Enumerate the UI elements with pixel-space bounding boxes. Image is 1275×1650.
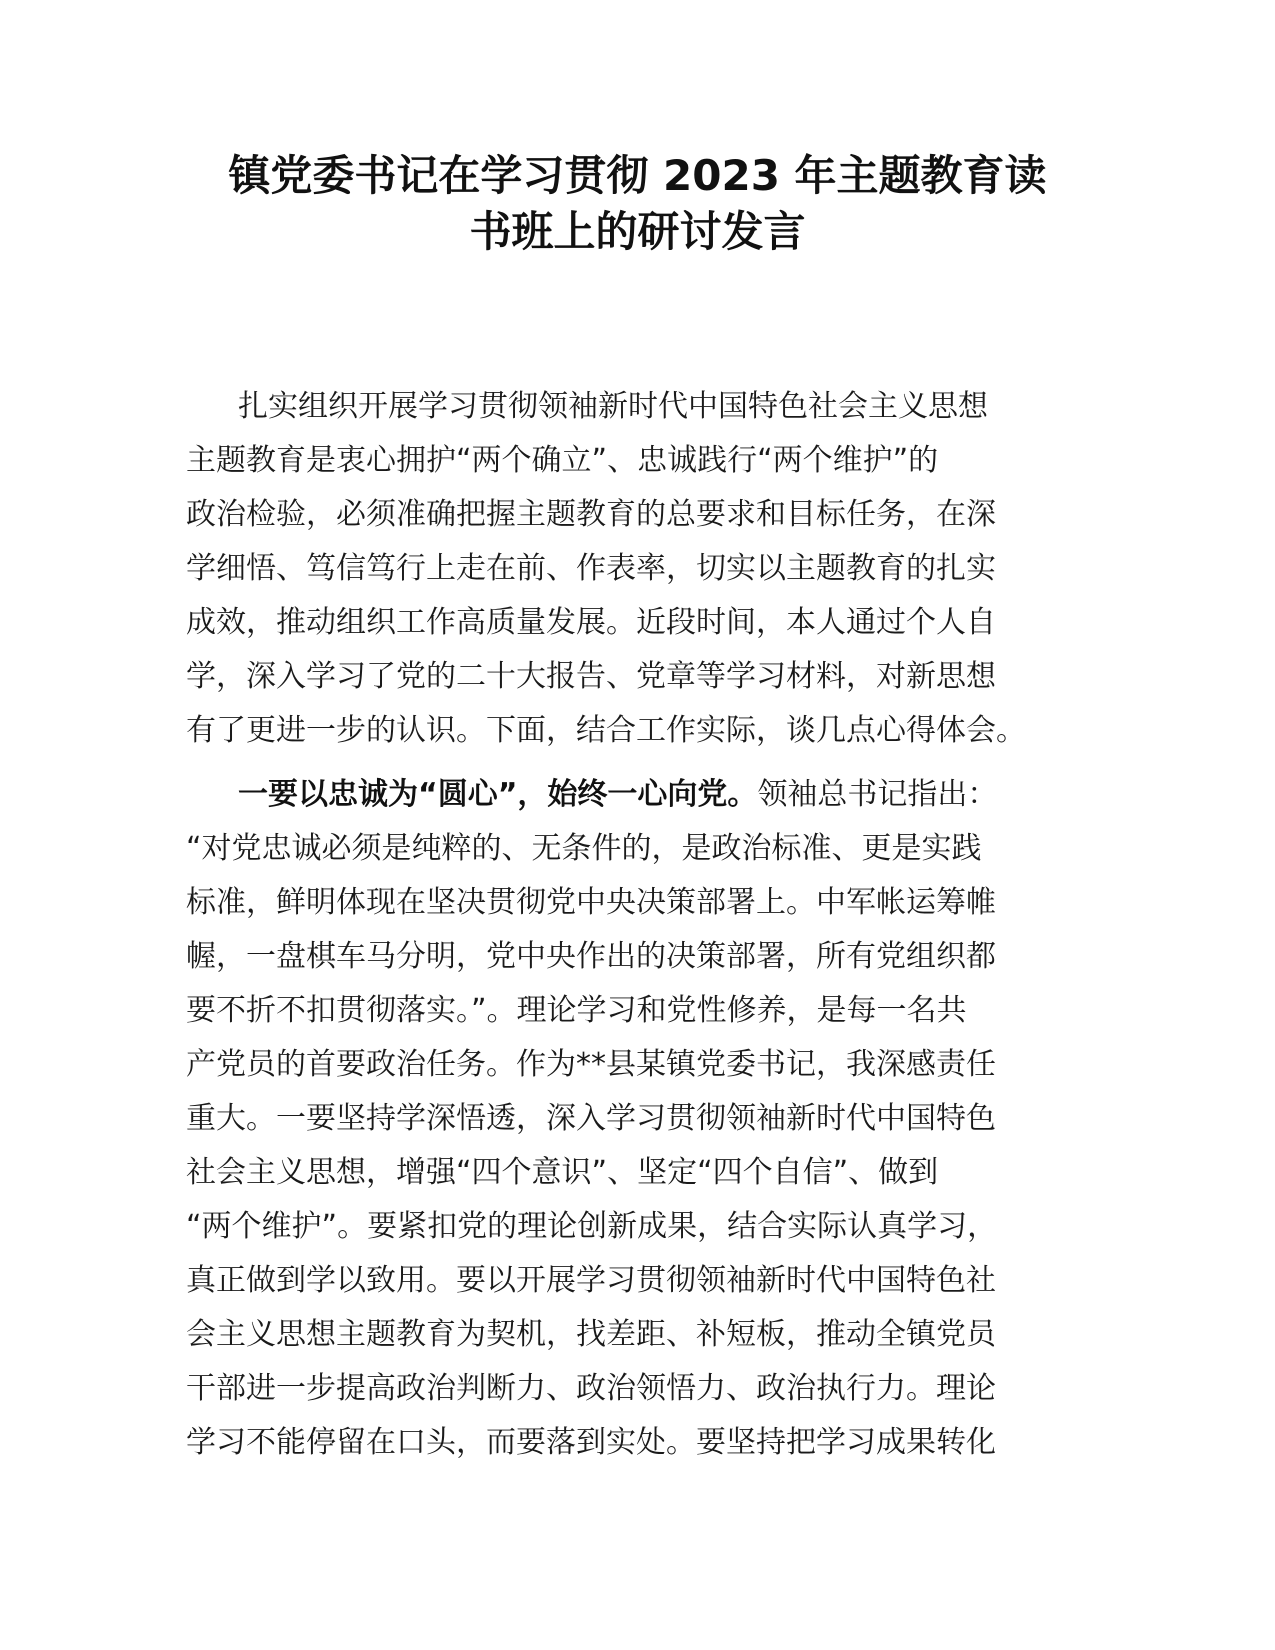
paragraph-1 — [186, 380, 1086, 758]
text-line: “两个维护”。要紧扣党的理论创新成果，结合实际认真学习， — [186, 1209, 998, 1244]
text-line: 要不折不扣贯彻落实。”。理论学习和党性修养，是每一名共 — [186, 993, 967, 1028]
text-line: 产党员的首要政治任务。作为**县某镇党委书记，我深感责任 — [186, 1047, 996, 1082]
paragraph-heading: 一要以忠诚为“圆心”，始终一心向党。 — [238, 777, 758, 812]
text-line: 学习不能停留在口头，而要落到实处。要坚持把学习成果转化 — [186, 1425, 996, 1460]
text-line: 标准，鲜明体现在坚决贯彻党中央决策部署上。中军帐运筹帷 — [186, 885, 996, 920]
text-line: 会主义思想主题教育为契机，找差距、补短板，推动全镇党员 — [186, 1317, 996, 1352]
text-line: 政治检验，必须准确把握主题教育的总要求和目标任务，在深 — [186, 497, 996, 532]
text-line: 社会主义思想，增强“四个意识”、坚定“四个自信”、做到 — [186, 1155, 939, 1190]
text-line: 幄，一盘棋车马分明，党中央作出的决策部署，所有党组织都 — [186, 939, 996, 974]
text-line: 学细悟、笃信笃行上走在前、作表率，切实以主题教育的扎实 — [186, 551, 996, 586]
text-line: 重大。一要坚持学深悟透，深入学习贯彻领袖新时代中国特色 — [186, 1101, 996, 1136]
text-line: 真正做到学以致用。要以开展学习贯彻领袖新时代中国特色社 — [186, 1263, 996, 1298]
title-line-1: 镇党委书记在学习贯彻 2023 年主题教育读 — [228, 151, 1047, 200]
text-line: 扎实组织开展学习贯彻领袖新时代中国特色社会主义思想 — [238, 389, 988, 424]
text-line: 学，深入学习了党的二十大报告、党章等学习材料，对新思想 — [186, 659, 996, 694]
document-body — [186, 380, 1086, 1470]
text-line — [186, 768, 1086, 822]
text-line: “对党忠诚必须是纯粹的、无条件的，是政治标准、更是实践 — [186, 831, 982, 866]
paragraph-lead-text: 领袖总书记指出： — [757, 777, 998, 812]
document-title — [150, 148, 1125, 260]
text-line: 干部进一步提高政治判断力、政治领悟力、政治执行力。理论 — [186, 1371, 996, 1406]
paragraph-2 — [186, 768, 1086, 1470]
text-line: 成效，推动组织工作高质量发展。近段时间，本人通过个人自 — [186, 605, 996, 640]
text-line: 有了更进一步的认识。下面，结合工作实际，谈几点心得体会。 — [186, 713, 1026, 748]
text-line: 主题教育是衷心拥护“两个确立”、忠诚践行“两个维护”的 — [186, 443, 939, 478]
title-line-2: 书班上的研讨发言 — [469, 207, 806, 256]
